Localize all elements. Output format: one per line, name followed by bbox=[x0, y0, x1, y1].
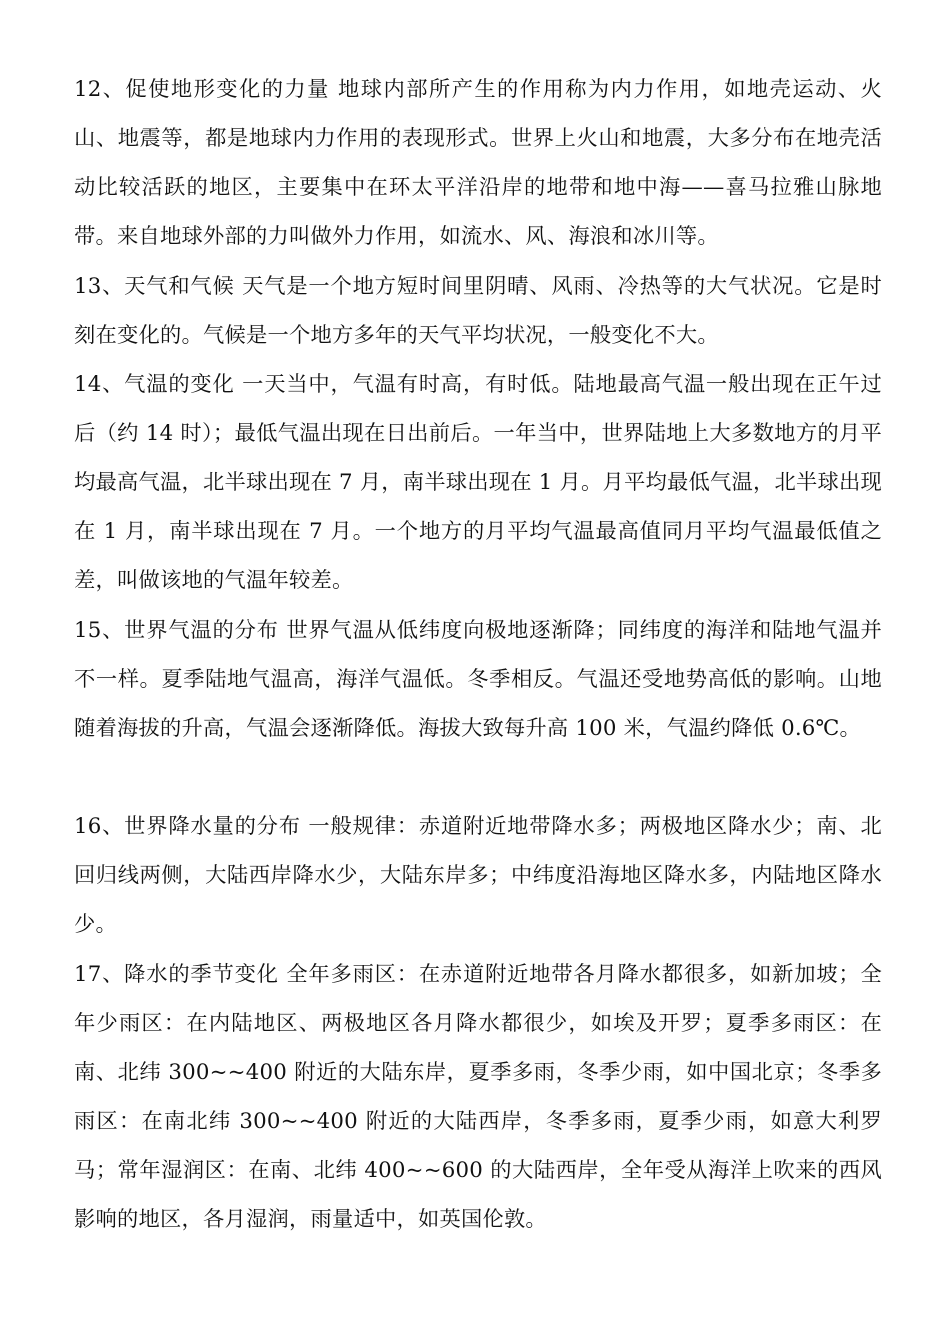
paragraph-15: 15、世界气温的分布 世界气温从低纬度向极地逐渐降；同纬度的海洋和陆地气温并不一样。夏季陆地气温高，海洋气温低。冬季相反。气温还受地势高低的影响。山地随着海拔的升高，气温会逐渐降低。海拔大致每升高 100 米，气温约降低 0.6℃。 bbox=[74, 618, 882, 741]
paragraph-14: 14、气温的变化 一天当中，气温有时高，有时低。陆地最高气温一般出现在正午过后（约 14 时）；最低气温出现在日出前后。一年当中，世界陆地上大多数地方的月平均最高气温，北半球出现在 7 月，南半球出现在 1 月。月平均最低气温，北半球出现在 1 月，南半球出现在 7 月。一个地方的月平均气温最高值同月平均气温最低值之差，叫做该地的气温年较差。 bbox=[74, 372, 882, 593]
paragraph-12: 12、促使地形变化的力量 地球内部所产生的作用称为内力作用，如地壳运动、火山、地震等，都是地球内力作用的表现形式。世界上火山和地震，大多分布在地壳活动比较活跃的地区，主要集中在环太平洋沿岸的地带和地中海——喜马拉雅山脉地带。来自地球外部的力叫做外力作用，如流水、风、海浪和冰川等。 bbox=[74, 77, 882, 249]
paragraph-17: 17、降水的季节变化 全年多雨区：在赤道附近地带各月降水都很多，如新加坡；全年少雨区：在内陆地区、两极地区各月降水都很少，如埃及开罗；夏季多雨区：在南、北纬 300~~400 附近的大陆东岸，夏季多雨，冬季少雨，如中国北京；冬季多雨区：在南北纬 300~~400 附近的大陆西岸，冬季多雨，夏季少雨，如意大利罗马；常年湿润区：在南、北纬 400~~600 的大陆西岸，全年受从海洋上吹来的西风影响的地区，各月湿润，雨量适中，如英国伦敦。 bbox=[74, 962, 882, 1232]
paragraph-16: 16、世界降水量的分布 一般规律：赤道附近地带降水多；两极地区降水少；南、北回归线两侧，大陆西岸降水少，大陆东岸多；中纬度沿海地区降水多，内陆地区降水少。 bbox=[74, 814, 882, 937]
paragraph-13: 13、天气和气候 天气是一个地方短时间里阴晴、风雨、冷热等的大气状况。它是时刻在变化的。气候是一个地方多年的天气平均状况，一般变化不大。 bbox=[74, 274, 882, 348]
